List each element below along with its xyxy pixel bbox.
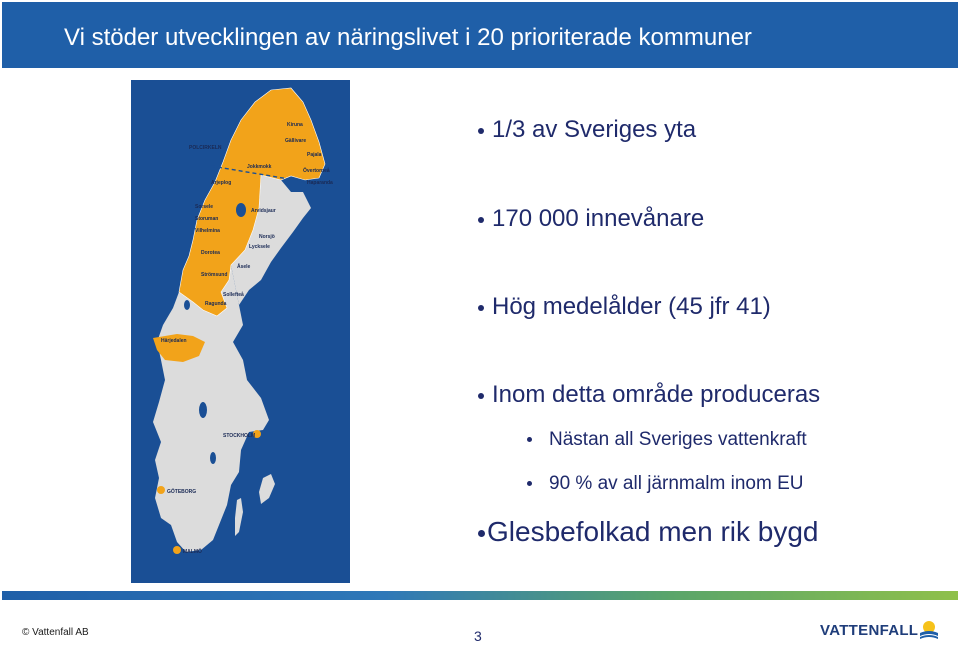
bullet-text: Hög medelålder (45 jfr 41) [492, 293, 771, 320]
sub-bullet-text: 90 % av all järnmalm inom EU [549, 473, 804, 494]
bullet-dot-icon [527, 437, 532, 442]
map-label-jokkmokk: Jokkmokk [247, 164, 272, 170]
footer-stripe [2, 591, 958, 600]
closing-text: Glesbefolkad men rik bygd [487, 516, 819, 547]
map-gotland [259, 474, 275, 504]
goteborg-marker [157, 486, 165, 494]
sweden-map-graphic [131, 80, 350, 583]
map-label-lycksele: Lycksele [249, 244, 270, 250]
map-label-stockholm: STOCKHOLM [223, 433, 256, 439]
bullet-dot-icon [478, 305, 484, 311]
page-number: 3 [474, 628, 482, 644]
map-label-sollefte: Sollefteå [223, 292, 244, 298]
map-oland [235, 498, 243, 536]
bullet-dot-icon [478, 530, 485, 537]
map-lake [199, 402, 207, 418]
map-label-arjeplog: Arjeplog [211, 180, 232, 186]
sweden-map [131, 80, 350, 583]
sub-bullet-text: Nästan all Sveriges vattenkraft [549, 429, 807, 450]
bullet-production [478, 381, 820, 409]
bullet-age [478, 293, 771, 321]
bullet-dot-icon [478, 393, 484, 399]
map-label-kiruna: Kiruna [287, 122, 303, 128]
map-label-sorsele: Sorsele [195, 204, 214, 210]
bullet-text: 170 000 innevånare [492, 205, 705, 232]
map-lake [236, 203, 246, 217]
sub-bullet-iron-ore [527, 473, 803, 495]
bullet-text: 1/3 av Sveriges yta [492, 116, 697, 143]
slide-header [2, 2, 958, 68]
bullet-population [478, 205, 704, 233]
map-label-goteborg: GÖTEBORG [167, 489, 197, 495]
footer-copyright: © Vattenfall AB [22, 627, 89, 638]
slide-title: Vi stöder utvecklingen av näringslivet i 20 prioriterade kommuner [64, 24, 752, 51]
sub-bullet-hydropower [527, 429, 807, 451]
map-label-stromsund: Strömsund [201, 272, 228, 278]
bullet-text: Inom detta område produceras [492, 381, 821, 408]
logo-sun-icon [918, 618, 940, 640]
map-label-gallivare: Gällivare [285, 138, 307, 144]
map-lake [184, 300, 190, 310]
map-lake [210, 452, 216, 464]
map-label-haparanda: Haparanda [307, 180, 333, 186]
bullet-area [478, 116, 696, 144]
map-label-malmo: MALMÖ [183, 549, 202, 555]
map-label-overtornea: Övertorneå [303, 168, 330, 174]
map-label-dorotea: Dorotea [201, 250, 220, 256]
map-label-ragunda: Ragunda [205, 301, 227, 307]
bullet-dot-icon [527, 481, 532, 486]
map-label-norsjo: Norsjö [259, 234, 275, 240]
map-label-vilhelmina: Vilhelmina [195, 228, 220, 234]
closing-statement [478, 516, 819, 548]
map-label-storuman: Storuman [195, 216, 219, 222]
logo-wordmark: VATTENFALL [820, 622, 919, 639]
malmo-marker [173, 546, 181, 554]
bullet-dot-icon [478, 128, 484, 134]
map-label-polcirkeln: POLCIRKELN [189, 145, 222, 151]
map-label-arvidsjaur: Arvidsjaur [251, 208, 276, 214]
map-label-pajala: Pajala [307, 152, 322, 158]
bullet-dot-icon [478, 217, 484, 223]
map-label-asele: Åsele [237, 264, 251, 270]
map-label-harjedalen: Härjedalen [161, 338, 187, 344]
